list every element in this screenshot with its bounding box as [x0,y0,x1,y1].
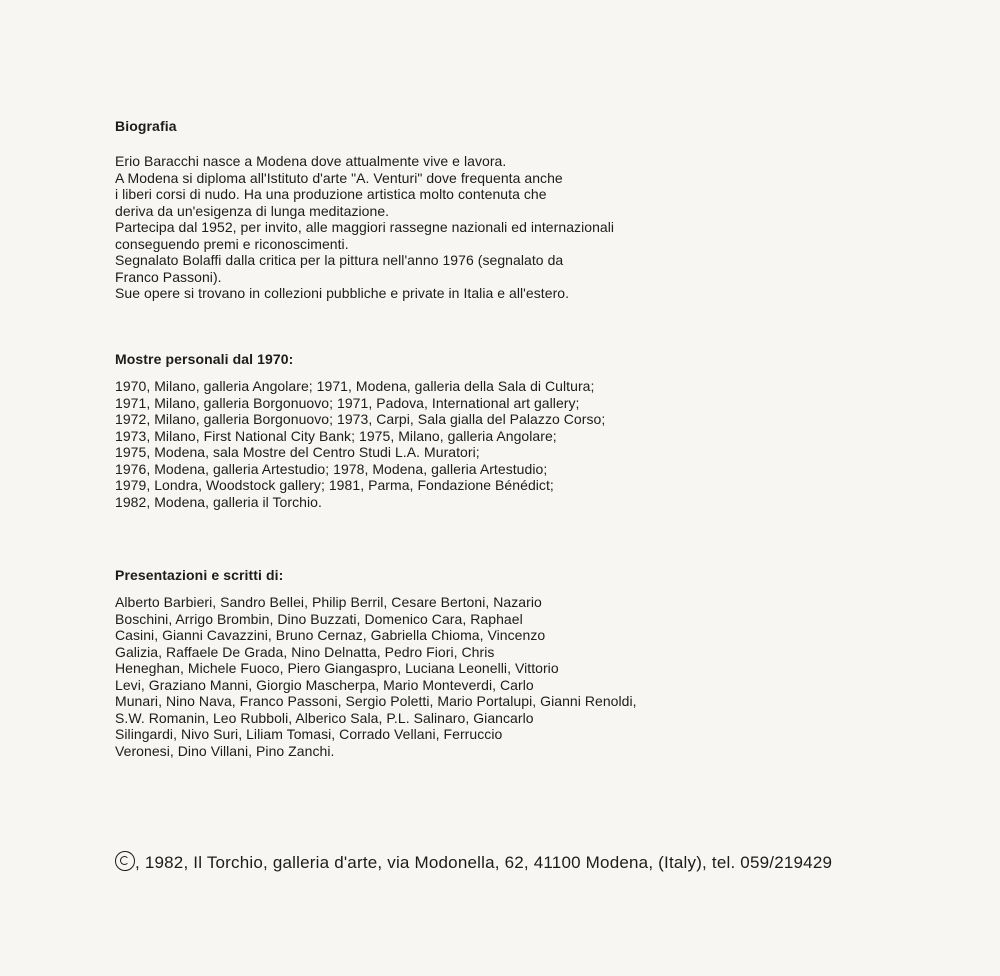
presentazioni-line: Levi, Graziano Manni, Giorgio Mascherpa, Mario Monteverdi, Carlo [115,676,534,693]
mostre-heading: Mostre personali dal 1970: [115,351,294,367]
mostre-line: 1972, Milano, galleria Borgonuovo; 1973, Carpi, Sala gialla del Palazzo Corso; [115,411,606,427]
mostre-line: 1976, Modena, galleria Artestudio; 1978, Modena, galleria Artestudio; [115,460,548,477]
presentazioni-line: Boschini, Arrigo Brombin, Dino Buzzati, Domenico Cara, Raphael [115,610,523,627]
biografia-heading: Biografia [115,118,177,134]
presentazioni-section [115,567,715,759]
presentazioni-heading: Presentazioni e scritti di: [115,567,284,583]
biografia-line: conseguendo premi e riconoscimenti. [115,235,349,252]
mostre-section [115,351,715,510]
mostre-list [115,378,715,510]
colophon-text: , 1982, Il Torchio, galleria d'arte, via Modonella, 62, 41100 Modena, (Italy), tel. 059/219429 [135,853,833,872]
mostre-line: 1970, Milano, galleria Angolare; 1971, Modena, galleria della Sala di Cultura; [115,378,595,394]
mostre-line: 1971, Milano, galleria Borgonuovo; 1971, Padova, International art gallery; [115,394,580,411]
presentazioni-line: Galizia, Raffaele De Grada, Nino Delnatta, Pedro Fiori, Chris [115,643,495,660]
biografia-line: deriva da un'esigenza di lunga meditazione. [115,202,390,219]
biografia-line: Franco Passoni). [115,268,222,285]
biografia-line: A Modena si diploma all'Istituto d'arte "A. Venturi" dove frequenta anche [115,169,563,186]
presentazioni-line: S.W. Romanin, Leo Rubboli, Alberico Sala, P.L. Salinaro, Giancarlo [115,709,534,726]
copyright-icon [115,851,135,871]
presentazioni-list [115,594,715,759]
mostre-line: 1979, Londra, Woodstock gallery; 1981, Parma, Fondazione Bénédict; [115,477,554,493]
presentazioni-line: Munari, Nino Nava, Franco Passoni, Sergio Poletti, Mario Portalupi, Gianni Renoldi, [115,693,637,709]
biografia-text [115,153,715,302]
mostre-line: 1973, Milano, First National City Bank; 1975, Milano, galleria Angolare; [115,427,557,444]
biografia-section [115,118,715,302]
biografia-line: i liberi corsi di nudo. Ha una produzione artistica molto contenuta che [115,186,547,202]
biografia-line: Sue opere si trovano in collezioni pubbliche e private in Italia e all'estero. [115,285,570,301]
biografia-line: Erio Baracchi nasce a Modena dove attualmente vive e lavora. [115,153,507,169]
presentazioni-line: Silingardi, Nivo Suri, Liliam Tomasi, Corrado Vellani, Ferruccio [115,726,503,742]
biografia-line: Partecipa dal 1952, per invito, alle maggiori rassegne nazionali ed internazionali [115,219,615,235]
mostre-line: 1975, Modena, sala Mostre del Centro Studi L.A. Muratori; [115,444,480,460]
presentazioni-line: Veronesi, Dino Villani, Pino Zanchi. [115,742,335,759]
presentazioni-line: Alberto Barbieri, Sandro Bellei, Philip Berril, Cesare Bertoni, Nazario [115,594,542,610]
presentazioni-line: Casini, Gianni Cavazzini, Bruno Cernaz, Gabriella Chioma, Vincenzo [115,627,546,643]
mostre-line: 1982, Modena, galleria il Torchio. [115,493,322,510]
colophon [115,851,832,874]
presentazioni-line: Heneghan, Michele Fuoco, Piero Giangaspro, Luciana Leonelli, Vittorio [115,660,559,676]
biografia-line: Segnalato Bolaffi dalla critica per la pittura nell'anno 1976 (segnalato da [115,252,564,268]
